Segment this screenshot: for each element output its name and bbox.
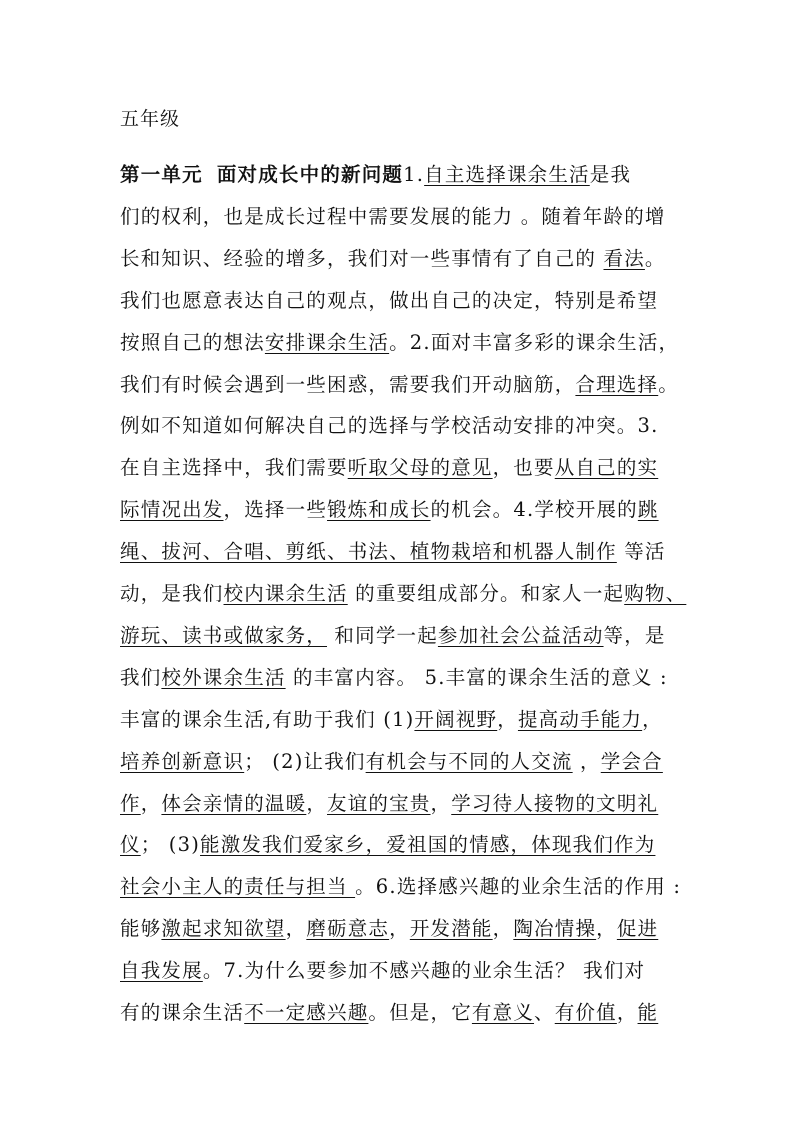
- text-segment: 1.: [403, 163, 425, 186]
- text-segment: 丰富的课余生活,有助于我们 (1): [120, 707, 415, 731]
- text-line: [120, 201, 666, 229]
- text-segment: 我们: [120, 665, 162, 689]
- text-segment: 。: [644, 246, 666, 270]
- text-segment: 的重要组成部分。和家人一起: [347, 582, 625, 605]
- text-segment: 我们也愿意表达自己的观点，做出自己的决定，特别是希望: [120, 288, 659, 312]
- text-segment: 在自主选择中，我们需要: [120, 456, 348, 480]
- text-segment: 和同学一起: [327, 623, 438, 647]
- text-segment: 我们有时候会遇到一些困惑，需要我们开动脑筋，: [120, 372, 576, 396]
- key-term: 游玩、读书或做家务，: [120, 623, 328, 647]
- text-segment: 长和知识、经验的增多，我们对一些事情有了自己的: [120, 246, 604, 270]
- key-term: 从自己的实: [554, 456, 659, 480]
- text-segment: 动，是我们: [120, 582, 224, 605]
- text-line: [120, 746, 663, 774]
- key-term: 有意义: [471, 1001, 535, 1024]
- key-term: 听取父母的意见: [347, 456, 493, 480]
- text-line: [120, 494, 659, 522]
- key-term: 锻炼和成长: [327, 498, 431, 522]
- text-line: [120, 788, 658, 816]
- key-term: 看法: [603, 246, 645, 270]
- text-line: [120, 536, 666, 564]
- key-term: 有价值: [554, 1001, 617, 1024]
- text-line: [120, 955, 645, 983]
- text-segment: 。但是，它: [368, 1001, 472, 1024]
- text-line: [120, 410, 659, 438]
- key-term: 学会合: [600, 749, 663, 773]
- text-segment: 等活: [616, 540, 666, 564]
- key-term: 学习待人接物的文明礼: [451, 791, 659, 815]
- text-segment: ，选择一些: [223, 498, 328, 522]
- text-segment: ，: [430, 791, 452, 815]
- text-line: [120, 662, 668, 690]
- text-segment: 的机会。4.学校开展的: [430, 498, 638, 522]
- key-term: 能激发我们爱家乡，爱祖国的情感，体现我们作为: [200, 833, 656, 857]
- text-segment: 有的课余生活: [120, 1001, 245, 1024]
- key-term: 陶冶情操: [513, 917, 597, 941]
- key-term: 促进: [616, 917, 659, 941]
- text-segment: ，: [642, 707, 663, 731]
- text-segment: ，: [616, 1001, 638, 1024]
- key-term: 提高动手能力: [517, 707, 643, 731]
- text-line: [120, 997, 658, 1025]
- unit-subtitle: 面对成长中的新问题: [216, 163, 404, 186]
- key-term: 磨砺意志: [306, 917, 390, 941]
- text-line: [120, 913, 658, 941]
- text-segment: ，: [572, 749, 601, 773]
- key-term: 作: [120, 791, 141, 815]
- text-segment: ，: [306, 791, 328, 815]
- key-term: 自我发展: [120, 959, 203, 983]
- text-segment: ，: [497, 707, 518, 731]
- text-segment: ，: [492, 917, 514, 941]
- text-line: [120, 285, 658, 313]
- key-term: 绳、拔河、合唱、剪纸、书法、植物栽培和机器人制作: [120, 540, 617, 564]
- text-segment: 。2.面对丰富多彩的课余生活，: [389, 330, 680, 354]
- text-segment: 按照自己的想法: [120, 330, 265, 354]
- key-term: 跳: [637, 498, 659, 522]
- text-line: [120, 704, 663, 732]
- text-segment: 是我: [589, 163, 632, 186]
- text-line: [120, 327, 679, 355]
- key-term: 购物、: [624, 582, 687, 605]
- key-term: 开发潜能: [409, 917, 493, 941]
- text-segment: 等，是: [603, 623, 666, 647]
- text-line: [120, 452, 658, 480]
- key-term: 仪: [120, 833, 141, 857]
- text-line: [120, 620, 666, 648]
- key-term: 校内课余生活: [223, 582, 348, 605]
- text-segment: ，: [140, 791, 162, 815]
- unit-title: 第一单元: [120, 163, 203, 186]
- key-term: 能: [637, 1001, 659, 1024]
- text-segment: 。6.选择感兴趣的业余生活的作用 :: [355, 875, 682, 899]
- key-term: 校外课余生活: [161, 665, 286, 689]
- key-term: 际情况出发: [120, 498, 224, 522]
- key-term: 自主选择课余生活: [424, 163, 590, 186]
- text-segment: ，: [596, 917, 617, 941]
- key-term: 社会小主人的责任与担当: [120, 875, 356, 899]
- text-segment: 能够: [120, 917, 162, 941]
- text-line: [120, 578, 686, 606]
- key-term: 有机会与不同的人交流: [365, 749, 573, 773]
- text-segment: ，: [285, 917, 307, 941]
- key-term: 开阔视野: [414, 707, 498, 731]
- key-term: 培养创新意识: [120, 749, 245, 773]
- key-term: 参加社会公益活动: [437, 623, 604, 647]
- text-line: [120, 829, 655, 857]
- text-line: [120, 159, 631, 187]
- key-term: 不一定感兴趣: [244, 1001, 369, 1024]
- text-line: [120, 871, 681, 899]
- key-term: 安排课余生活: [264, 330, 390, 354]
- text-segment: 。: [658, 372, 679, 396]
- text-segment: ； (2)让我们: [244, 749, 366, 773]
- text-segment: ，: [389, 917, 410, 941]
- key-term: 友谊的宝贵: [327, 791, 431, 815]
- grade-heading: 五年级: [120, 108, 181, 130]
- text-segment: 。7.为什么要参加不感兴趣的业余生活？ 我们对: [202, 959, 646, 983]
- text-segment: ，也要: [492, 456, 555, 480]
- text-segment: ； (3): [140, 833, 201, 857]
- text-segment: 们的权利，也是成长过程中需要发展的能力 。随着年龄的增: [120, 204, 666, 228]
- text-segment: 、: [534, 1001, 555, 1024]
- key-term: 合理选择: [575, 372, 659, 396]
- text-segment: 的丰富内容。 5.丰富的课余生活的意义 :: [285, 665, 668, 689]
- text-line: [120, 369, 679, 397]
- text-line: [120, 243, 666, 271]
- key-term: 体会亲情的温暖: [161, 791, 307, 815]
- text-segment: 例如不知道如何解决自己的选择与学校活动安排的冲突。3.: [120, 414, 659, 438]
- key-term: 激起求知欲望: [161, 917, 286, 941]
